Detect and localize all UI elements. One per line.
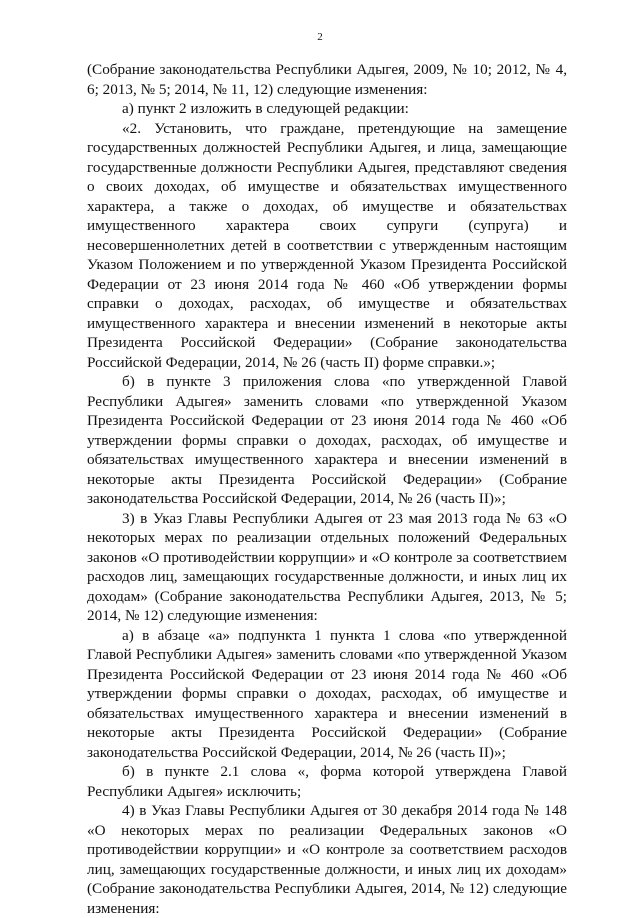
paragraph: «2. Установить, что граждане, претендующие на замещение государственных должностей Республики Адыгея, и лица, замещающие государственные должности Республики Адыгея, представляют сведения о своих доходах, об имуществе и обязательствах имущественного характера, а также о доходах, об имуществе и обязательствах имущественного характера своих супруги (супруга) и несовершеннолетних детей в соответствии с утвержденным настоящим Указом Положением и по утвержденной Указом Президента Российской Федерации от 23 июня 2014 года № 460 «Об утверждении формы справки о доходах, расходах, об имуществе и обязательствах имущественного характера и внесении изменений в некоторые акты Президента Российской Федерации» (Собрание законодательства Российской Федерации, 2014, № 26 (часть II) форме справки.»; bbox=[87, 119, 567, 371]
paragraph: 3) в Указ Главы Республики Адыгея от 23 мая 2013 года № 63 «О некоторых мерах по реализации отдельных положений Федеральных законов «О противодействии коррупции» и «О контроле за соответствием расходов лиц, замещающих государственные должности, и иных лиц их доходам» (Собрание законодательства Республики Адыгея, 2013, № 5; 2014, № 12) следующие изменения: bbox=[87, 509, 567, 624]
page-number: 2 bbox=[317, 31, 323, 43]
paragraph: б) в пункте 3 приложения слова «по утвержденной Главой Республики Адыгея» заменить словами «по утвержденной Указом Президента Российской Федерации от 23 июня 2014 года № 460 «Об утверждении формы справки о доходах, расходах, об имуществе и обязательствах имущественного характера и внесении изменений в некоторые акты Президента Российской Федерации» (Собрание законодательства Российской Федерации, 2014, № 26 (часть II)»; bbox=[87, 373, 567, 507]
document-body bbox=[87, 60, 567, 918]
paragraph: 4) в Указ Главы Республики Адыгея от 30 декабря 2014 года № 148 «О некоторых мерах по реализации Федеральных законов «О противодействии коррупции» и «О контроле за соответствием расходов лиц, замещающих государственные должности, и иных лиц их доходам» (Собрание законодательства Республики Адыгея, 2014, № 12) следующие изменения: bbox=[87, 802, 567, 917]
paragraph: (Собрание законодательства Республики Адыгея, 2009, № 10; 2012, № 4, 6; 2013, № 5; 2014, № 11, 12) следующие изменения: bbox=[87, 61, 567, 98]
paragraph: б) в пункте 2.1 слова «, форма которой утверждена Главой Республики Адыгея» исключить; bbox=[87, 763, 567, 800]
paragraph: а) в абзаце «а» подпункта 1 пункта 1 слова «по утвержденной Главой Республики Адыгея» заменить словами «по утвержденной Указом Президента Российской Федерации от 23 июня 2014 года № 460 «Об утверждении формы справки о доходах, расходах, об имуществе и обязательствах имущественного характера и внесении изменений в некоторые акты Президента Российской Федерации» (Собрание законодательства Российской Федерации, 2014, № 26 (часть II)»; bbox=[87, 626, 567, 761]
paragraph: а) пункт 2 изложить в следующей редакции: bbox=[122, 100, 409, 117]
